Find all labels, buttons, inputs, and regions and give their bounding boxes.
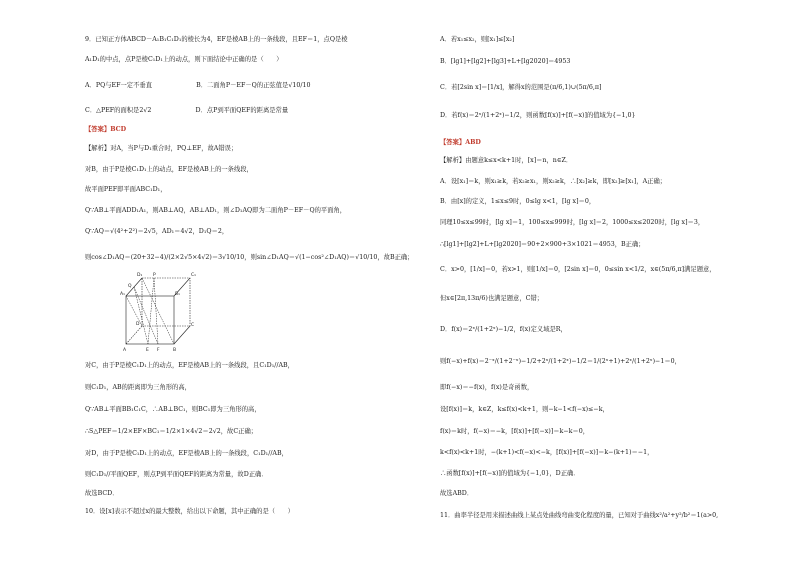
q10-analysis-d6: k<f(x)<k+1时，−(k+1)<f(−x)<−k，[f(x)]+[f(−x)]＝k−(k+1)＝−1， [440, 449, 654, 456]
q9-stem-line1: 9．已知正方体ABCD－A₁B₁C₁D₁的棱长为4，EF是棱AB上的一条线段，且EF＝1，点Q是棱 [85, 36, 348, 43]
aux-line [148, 278, 154, 344]
q10-analysis-d4: 设[f(x)]＝k，k∈Z，k≤f(x)<k+1，则−k−1<f(−x)≤−k， [440, 406, 609, 413]
label-f: F [157, 348, 160, 353]
q10-option-c: C．若[2sin x]＝[1/x]，解得x的范围是(π/6,1)∪(5π/6,π] [440, 84, 602, 91]
cube-front-face [126, 296, 174, 344]
cube-edge [126, 326, 142, 344]
q9-analysis-c2: 则C₁D₁，AB的距离即为三角形的高， [85, 384, 191, 391]
q9-stem-line2: A₁D₁的中点，点P是棱C₁D₁上的动点，则下面结论中正确的是（ ） [85, 56, 283, 63]
q9-analysis-b4: Q∵AQ＝√(4²+2²)＝2√5，AD₁＝4√2，D₁Q＝2， [85, 228, 229, 235]
q9-analysis-d1: 对D，由于P是棱C₁D₁上的动点，EF是棱AB上的一条线段，C₁D₁//AB， [85, 450, 288, 457]
label-c1: C₁ [191, 273, 196, 278]
q10-analysis-c1: C．x>0，[1/x]＝0，若x>1，则[1/x]＝0，[2sin x]＝0，0≤sin x<1/2，x∈(5π/6,π]满足题意， [440, 266, 716, 273]
q10-analysis-d2: 则f(−x)+f(x)＝2⁻ˣ/(1+2⁻ˣ)−1/2+2ˣ/(1+2ˣ)−1/2＝1/(2ˣ+1)+2ˣ/(1+2ˣ)−1＝0， [440, 358, 681, 365]
q9-analysis-b1: 对B，由于P是棱C₁D₁上的动点，EF是棱AB上的一条线段， [85, 166, 253, 173]
q10-option-a: A．若x₁≤x₂，则[x₁]≤[x₂] [440, 36, 515, 43]
q10-option-b: B．[lg1]+[lg2]+[lg3]+L+[lg2020]＝4953 [440, 58, 571, 65]
q10-analysis-d7: ∴函数[f(x)]+[f(−x)]的值域为{−1,0}，D正确． [440, 470, 580, 477]
aux-line [154, 278, 158, 344]
q10-analysis-b1: B．由[x]的定义，1≤x≤9时，0≤lg x<1，[lg x]＝0， [440, 198, 596, 205]
q10-conclusion: 故选ABD． [440, 490, 474, 497]
q9-analysis-d2: 则C₁D₁//平面QEF，则点P到平面QEF的距离为常量，故D正确． [85, 471, 268, 478]
label-a1: A₁ [120, 292, 125, 297]
q10-answer: 【答案】ABD [440, 139, 481, 146]
label-b: B [173, 348, 177, 353]
q9-analysis-b3: Q∵AB⊥平面ADD₁A₁，则AB⊥AQ，AB⊥AD₁，则∠D₁AQ即为二面角P－EF－Q的平面角， [85, 207, 347, 214]
q10-option-d: D．若f(x)＝2ˣ/(1+2ˣ)−1/2，则函数[f(x)]+[f(−x)]的值域为{−1,0} [440, 112, 636, 119]
q10-analysis-intro: 【解析】由题意k≤x<k+1时，[x]＝n，n∈Z． [440, 157, 573, 164]
label-q: Q [128, 284, 132, 289]
q10-stem: 10．设[x]表示不超过x的最大整数，给出以下命题，其中正确的是（ ） [85, 508, 294, 515]
q9-options-ab: A．PQ与EF一定不垂直 B．二面角P－EF－Q的正弦值是√10/10 [85, 82, 311, 89]
q9-conclusion: 故选BCD． [85, 490, 119, 497]
q10-analysis-b3: ∴[lg1]+[lg2]+L+[lg2020]＝90+2×900+3×1021＝4953，B正确； [440, 241, 645, 248]
aux-line [126, 296, 142, 326]
q9-analysis-c4: ∴S△PEF＝1/2×EF×BC₁＝1/2×1×4√2＝2√2，故C正确； [85, 428, 258, 435]
label-b1: B₁ [175, 292, 180, 297]
q9-analysis-b2: 故平面PEF即平面ABC₁D₁， [85, 186, 167, 193]
label-e: E [146, 348, 149, 353]
label-d: D [136, 322, 140, 327]
q10-analysis-b2: 同理10≤x≤99时，[lg x]＝1，100≤x≤999时，[lg x]＝2，1000≤x≤2020时，[lg x]＝3， [440, 219, 705, 226]
cube-edge [174, 326, 190, 344]
aux-line [142, 278, 174, 344]
q9-options-cd: C．△PEF的面积是2√2 D．点P到平面QEF的距离是常量 [85, 107, 289, 114]
aux-line [134, 287, 158, 344]
label-c: C [191, 323, 195, 328]
label-p: P [153, 273, 156, 278]
q9-answer: 【答案】BCD [85, 126, 127, 133]
q10-analysis-a: A．设[x₁]＝k，则x₁≥k，若x₂≥x₁，则x₂≥k，∴[x₂]≥k，即[x₂]≥[x₁]，A正确； [440, 178, 667, 185]
cube-figure [118, 268, 198, 358]
q9-analysis-c3: Q∵AB⊥平面BB₁C₁C，∴AB⊥BC₁，则BC₁即为三角形的高， [85, 406, 261, 413]
right-column [440, 0, 790, 562]
cube-diagram [118, 268, 198, 358]
q10-analysis-d1: D．f(x)＝2ˣ/(1+2ˣ)−1/2，f(x)定义域是R， [440, 326, 567, 333]
q10-analysis-d5: f(x)＝k时，f(−x)＝−k，[f(x)]+[f(−x)]＝k−k＝0， [440, 428, 590, 435]
q10-analysis-d3: 即f(−x)＝−f(x)，f(x)是奇函数， [440, 384, 534, 391]
cube-back-face [142, 278, 190, 326]
label-a: A [123, 348, 127, 353]
q9-analysis-b5: 则cos∠D₁AQ＝(20+32−4)/(2×2√5×4√2)＝3√10/10，则sin∠D₁AQ＝√(1−cos²∠D₁AQ)＝√10/10，故B正确； [85, 254, 414, 261]
q9-analysis-c1: 对C，由于P是棱C₁D₁上的动点，EF是棱AB上的一条线段，且C₁D₁//AB， [85, 362, 294, 369]
q9-analysis-a: 【解析】对A，当P与D₁重合时，PQ⊥EF，故A错误； [85, 145, 238, 152]
label-d1: D₁ [137, 273, 143, 278]
q11-stem: 11．曲率半径是用来描述曲线上某点处曲线弯曲变化程度的量，已知对于曲线x²/a²+y²/b²＝1(a>0, [440, 512, 719, 519]
q10-analysis-c2: 但x∈[2π,13π/6)也满足题意，C错； [440, 295, 544, 302]
